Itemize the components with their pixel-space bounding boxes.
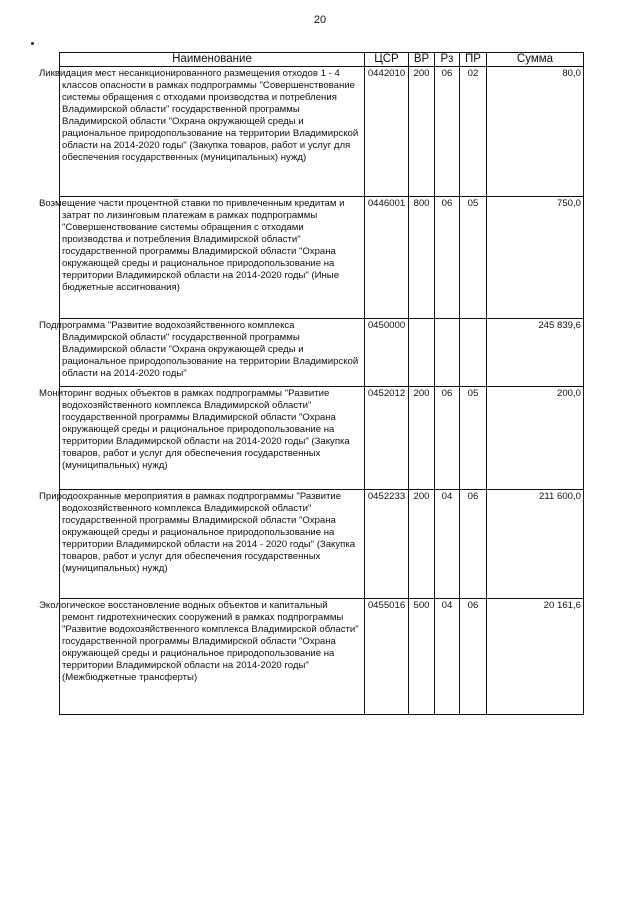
row-vr: 200 (409, 387, 435, 490)
header-csr: ЦСР (365, 53, 409, 67)
row-sum: 211 600,0 (487, 490, 584, 599)
row-name: Природоохранные мероприятия в рамках подпрограммы "Развитие водохозяйственного комплекса Владимирской области" государственной программы Владимирской области "Охрана окружающей среды и рациональное природопользование на территории Владимирской области на 2014 - 2020 годы" (Закупка товаров, работ и услуг для обеспечения государственных (муниципальных) нужд) (60, 490, 365, 599)
row-rz (435, 319, 460, 387)
row-vr: 200 (409, 67, 435, 197)
row-sum: 750,0 (487, 197, 584, 319)
row-name: Мониторинг водных объектов в рамках подпрограммы "Развитие водохозяйственного комплекса Владимирской области" государственной программы Владимирской области "Охрана окружающей среды и рациональное природопользование на территории Владимирской области на 2014-2020 годы" (Закупка товаров, работ и услуг для обеспечения государственных (муниципальных) нужд) (60, 387, 365, 490)
row-rz: 06 (435, 387, 460, 490)
margin-dot (31, 42, 34, 45)
table-row (60, 599, 584, 715)
table-row (60, 197, 584, 319)
row-csr: 0446001 (365, 197, 409, 319)
row-csr: 0452012 (365, 387, 409, 490)
table-row (60, 67, 584, 197)
row-pr: 02 (460, 67, 487, 197)
row-pr: 05 (460, 387, 487, 490)
budget-table (39, 52, 584, 715)
row-vr: 800 (409, 197, 435, 319)
row-rz: 04 (435, 490, 460, 599)
header-sum: Сумма (487, 53, 584, 67)
row-vr: 200 (409, 490, 435, 599)
row-pr: 06 (460, 490, 487, 599)
row-vr: 500 (409, 599, 435, 715)
row-csr: 0450000 (365, 319, 409, 387)
row-name: Ликвидация мест несанкционированного размещения отходов 1 - 4 классов опасности в рамках подпрограммы "Совершенствование системы обращения с отходами производства и потребления Владимирской области" государственной программы Владимирской области "Охрана окружающей среды и рациональное природопользование на территории Владимирской области на 2014-2020 годы" (Закупка товаров, работ и услуг для обеспечения государственных (муниципальных) нужд) (60, 67, 365, 197)
row-csr: 0455016 (365, 599, 409, 715)
row-csr: 0442010 (365, 67, 409, 197)
row-pr (460, 319, 487, 387)
row-name: Экологическое восстановление водных объектов и капитальный ремонт гидротехнических сооружений в рамках подпрограммы "Развитие водохозяйственного комплекса Владимирской области" государственной программы Владимирской области "Охрана окружающей среды и рациональное природопользование на территории Владимирской области на 2014-2020 годы" (Межбюджетные трансферты) (60, 599, 365, 715)
table-row (60, 387, 584, 490)
table-row (60, 490, 584, 599)
row-vr (409, 319, 435, 387)
row-sum: 80,0 (487, 67, 584, 197)
row-csr: 0452233 (365, 490, 409, 599)
row-pr: 06 (460, 599, 487, 715)
row-name: Подпрограмма "Развитие водохозяйственного комплекса Владимирской области" государственной программы Владимирской области "Охрана окружающей среды и рациональное природопользование на территории Владимирской области на 2014-2020 годы" (60, 319, 365, 387)
row-rz: 06 (435, 67, 460, 197)
row-sum: 245 839,6 (487, 319, 584, 387)
row-sum: 20 161,6 (487, 599, 584, 715)
header-rz: Рз (435, 53, 460, 67)
row-sum: 200,0 (487, 387, 584, 490)
header-pr: ПР (460, 53, 487, 67)
header-name: Наименование (60, 53, 365, 67)
row-rz: 06 (435, 197, 460, 319)
page-number: 20 (313, 14, 327, 26)
row-pr: 05 (460, 197, 487, 319)
row-rz: 04 (435, 599, 460, 715)
row-name: Возмещение части процентной ставки по привлеченным кредитам и затрат по лизинговым платежам в рамках подпрограммы "Совершенствование системы обращения с отходами производства и потребления Владимирской области" государственной программы Владимирской области "Охрана окружающей среды и рациональное природопользование на территории Владимирской области на 2014-2020 годы" (Иные бюджетные ассигнования) (60, 197, 365, 319)
header-vr: ВР (409, 53, 435, 67)
table-row (60, 319, 584, 387)
table-header-row (60, 53, 584, 67)
